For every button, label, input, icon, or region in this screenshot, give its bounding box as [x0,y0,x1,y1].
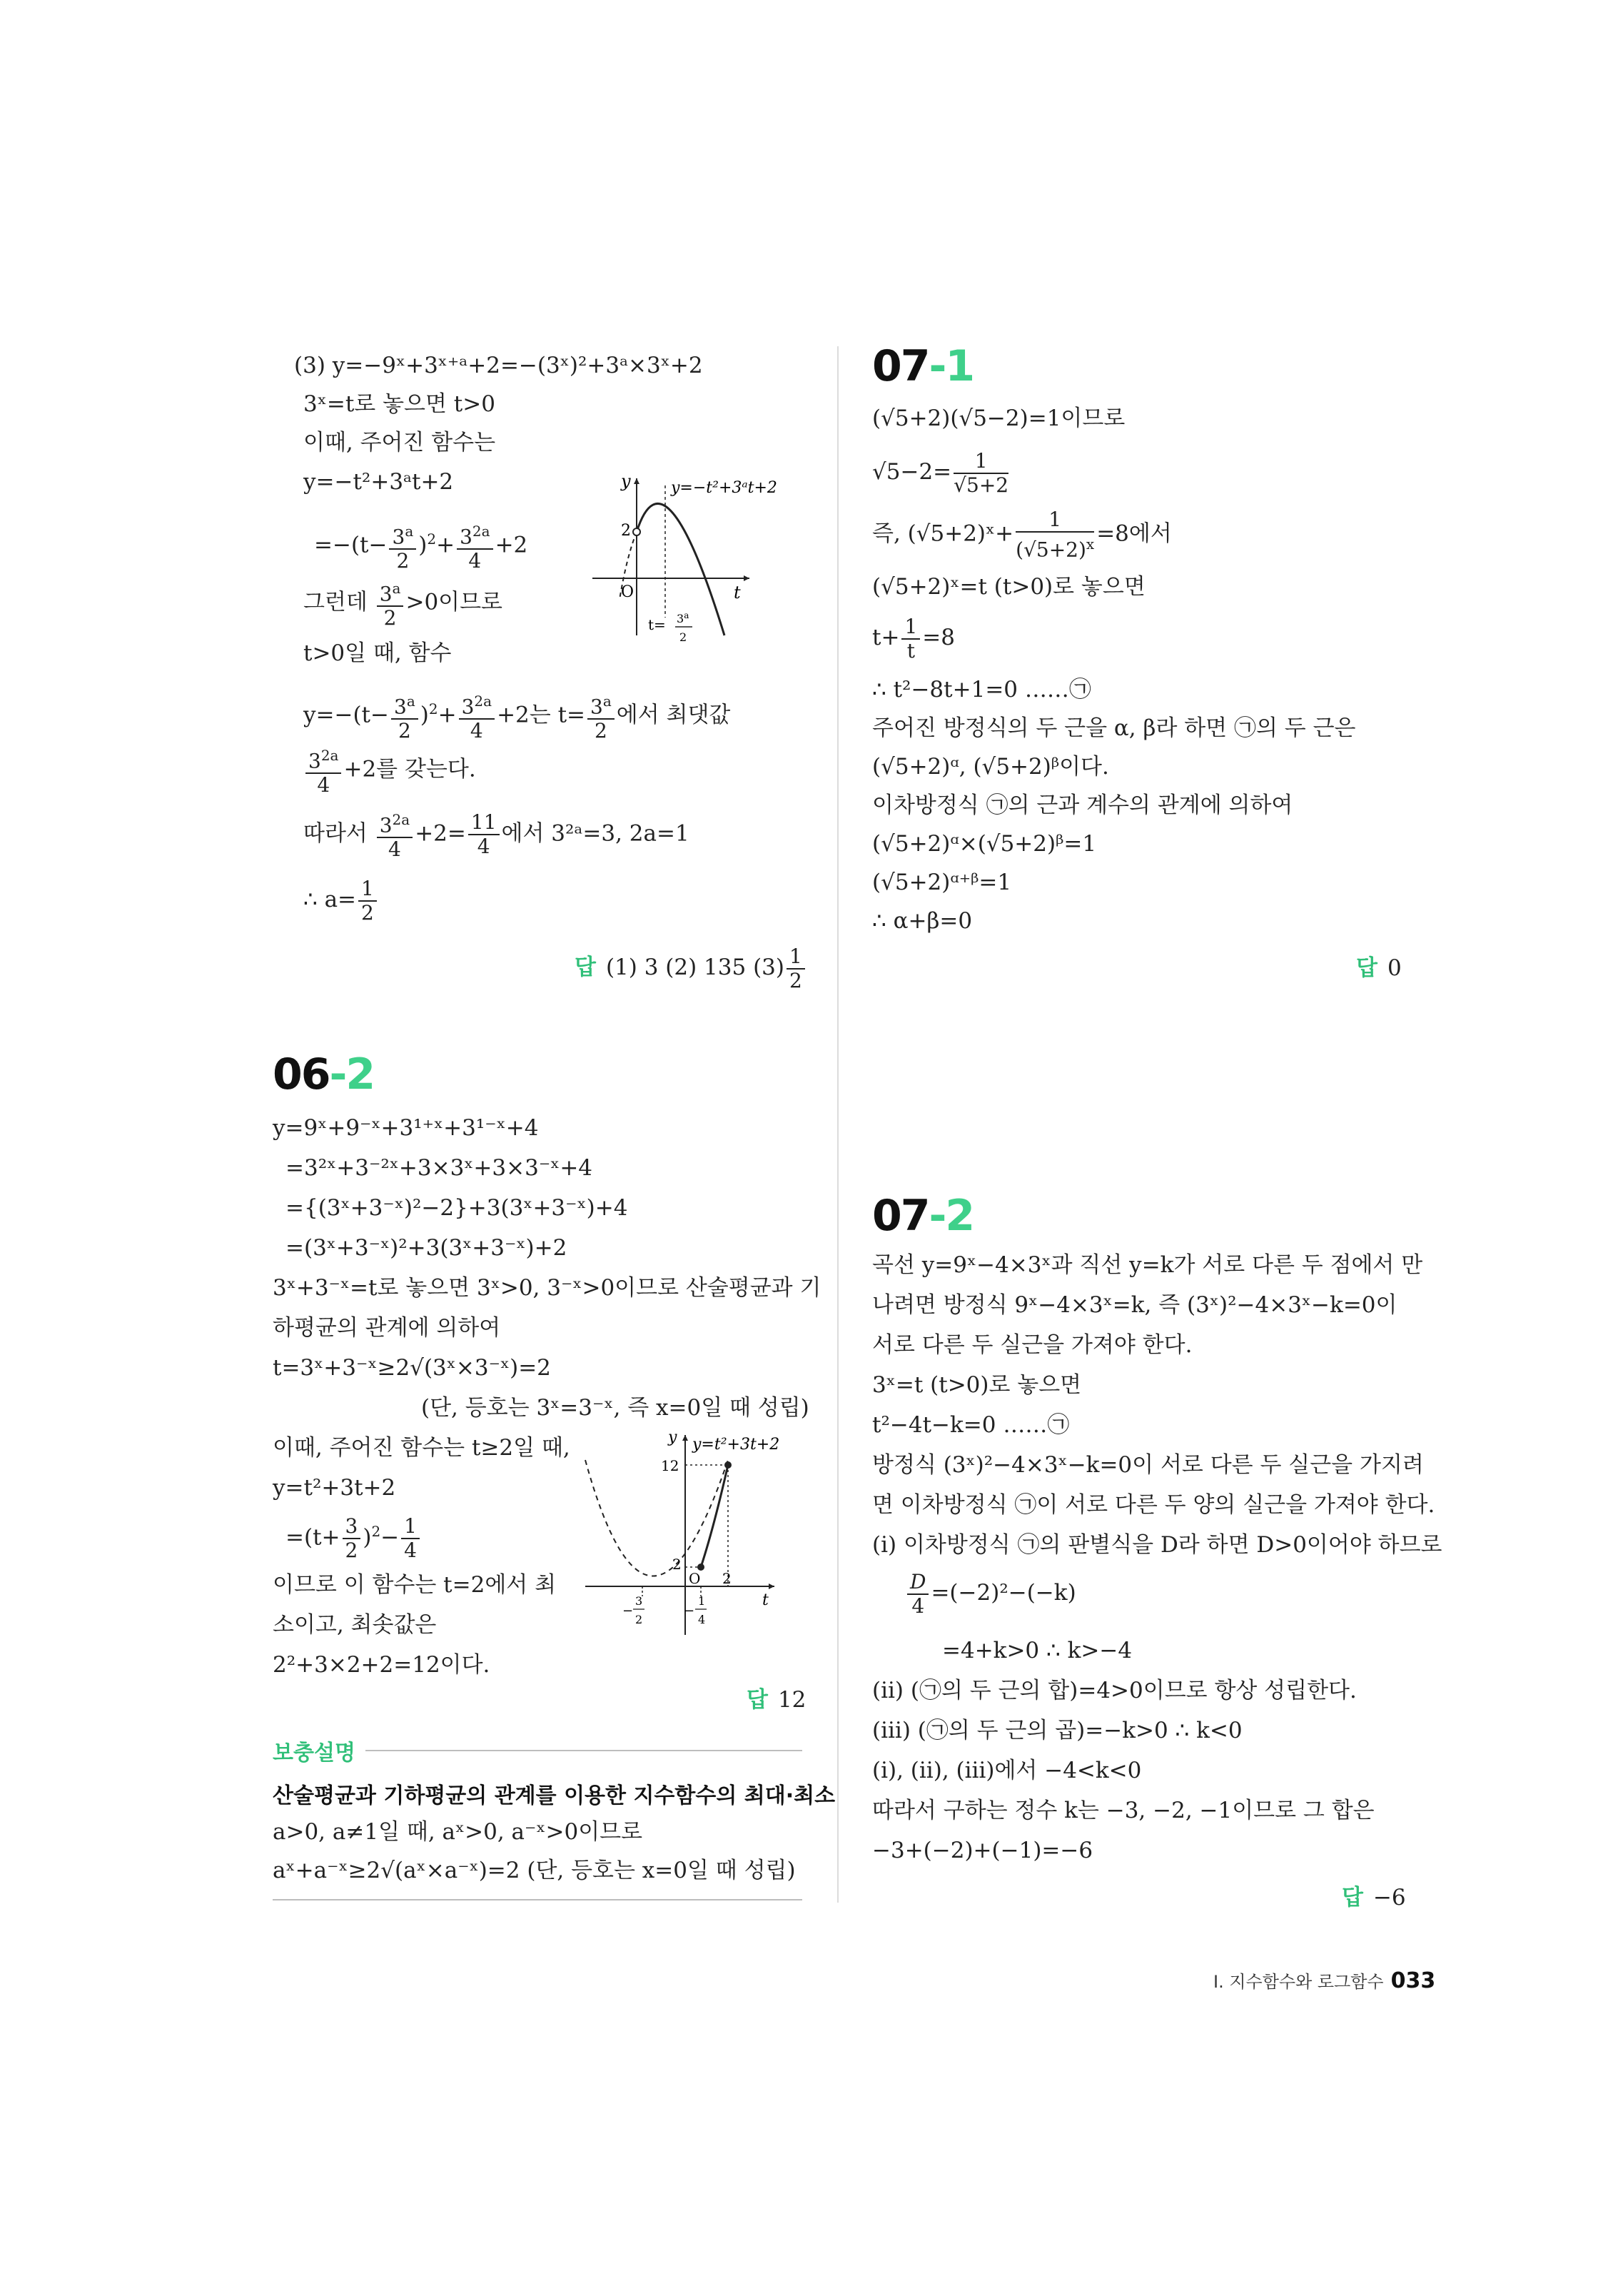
section-heading-07-2: 07-2 [872,1191,974,1241]
solution-line: t>0일 때, 함수 [303,640,452,666]
solution-line: 따라서 $\frac{3^{2a}}{4}$ +2= $\frac{11}{4}$ 에서 3²ᵃ=3, 2a=1 [303,808,689,861]
answer-label: 답 [747,1687,768,1713]
curve-label: y=t²+3t+2 [692,1436,780,1454]
solution-line: t+ $\frac{1}{t}$ =8 [872,614,955,663]
vertex-frac-den: 2 [679,630,687,644]
solution-line: (ⅲ) (㉠의 두 근의 곱)=−k>0 ∴ k<0 [872,1718,1243,1743]
solution-line: 3ˣ=t (t>0)로 놓으면 [872,1372,1082,1398]
solution-line: =(3ˣ+3⁻ˣ)²+3(3ˣ+3⁻ˣ)+2 [285,1235,567,1261]
neg-one-quarter: − [684,1603,695,1618]
solution-line: √5−2= $\frac{1}{√5+2}$ [872,448,1009,497]
solution-line: t=3ˣ+3⁻ˣ≥2√(3ˣ×3⁻ˣ)=2 [273,1355,551,1381]
solution-line: 즉, (√5+2)ˣ+ $\frac{1}{(√5+2)^x}$ =8에서 [872,508,1172,562]
vertex-form-line: =−(t− $\frac{3^a}{2}$ )$^2$+ $\frac{3^{2a}}{4}$ +2 [314,514,527,573]
y-axis-label: y [621,471,631,491]
answer-06-2: 답 12 [747,1687,807,1713]
answer-label: 답 [1342,1885,1363,1910]
note-subtitle: 산술평균과 기하평균의 관계를 이용한 지수함수의 최대·최소 [273,1783,836,1808]
solution-line: 주어진 방정식의 두 근을 α, β라 하면 ㉠의 두 근은 [872,715,1356,741]
solution-line: (3) y=−9ˣ+3ˣ⁺ᵃ+2=−(3ˣ)²+3ᵃ×3ˣ+2 [294,353,703,378]
curve-solid [701,1465,728,1567]
solution-line: (√5+2)(√5−2)=1이므로 [872,406,1126,431]
tick-12: 12 [661,1457,679,1474]
solution-line: 면 이차방정식 ㉠이 서로 다른 두 양의 실근을 가져야 한다. [872,1492,1435,1518]
solution-line: ∴ t²−8t+1=0 ……㉠ [872,677,1091,703]
curve-dashed [585,1460,728,1576]
origin-label: O [689,1570,701,1587]
tick-2y: 2 [672,1556,682,1573]
solution-line: ={(3ˣ+3⁻ˣ)²−2}+3(3ˣ+3⁻ˣ)+4 [285,1195,628,1221]
solution-line: (√5+2)ᵅ⁺ᵝ=1 [872,870,1012,895]
solution-line: ∴ a= $\frac{1}{2}$ [303,875,379,925]
section-heading-06-2: 06-2 [273,1049,375,1099]
note-line: aˣ+a⁻ˣ≥2√(aˣ×a⁻ˣ)=2 (단, 등호는 x=0일 때 성립) [273,1858,796,1883]
solution-line: 그런데 $\frac{3^a}{2}$ >0이므로 [303,577,502,630]
solution-line: ∴ α+β=0 [872,908,973,934]
solution-line: (단, 등호는 3ˣ=3⁻ˣ, 즉 x=0일 때 성립) [421,1395,809,1421]
svg-text:1: 1 [698,1594,706,1608]
svg-text:4: 4 [698,1613,706,1626]
solution-line: (ⅰ) 이차방정식 ㉠의 판별식을 D라 하면 D>0이어야 하므로 [872,1532,1442,1558]
solution-line: 소이고, 최솟값은 [273,1612,437,1638]
answer-3: 답 (1) 3 (2) 135 (3) $\frac{1}{2}$ [575,942,807,992]
neg-three-half: − [622,1603,634,1618]
solution-line: (ⅰ), (ⅱ), (ⅲ)에서 −4<k<0 [872,1758,1142,1783]
solution-line: 이차방정식 ㉠의 근과 계수의 관계에 의하여 [872,792,1293,818]
note-rule-bottom [273,1899,802,1900]
solution-line: =3²ˣ+3⁻²ˣ+3×3ˣ+3×3⁻ˣ+4 [285,1155,593,1181]
note-line: a>0, a≠1일 때, aˣ>0, a⁻ˣ>0이므로 [273,1819,643,1845]
t-axis-label: t [734,583,741,603]
answer-07-2: 답 −6 [1342,1885,1406,1910]
intercept-label: 2 [621,522,631,540]
solution-line: =4+k>0 ∴ k>−4 [942,1638,1133,1663]
note-rule-top [365,1750,802,1751]
answer-07-1: 답 0 [1356,955,1402,981]
solution-line: (√5+2)ᵅ×(√5+2)ᵝ=1 [872,831,1097,857]
t-axis-label: t [762,1591,769,1609]
solution-line: 이때, 주어진 함수는 [303,430,496,455]
solution-line: 3ˣ=t로 놓으면 t>0 [303,391,495,417]
solution-line: 방정식 (3ˣ)²−4×3ˣ−k=0이 서로 다른 두 실근을 가지려 [872,1452,1424,1478]
solution-line: (ⅱ) (㉠의 두 근의 합)=4>0이므로 항상 성립한다. [872,1678,1357,1703]
vertex-form-line: =(t+ $\frac{3}{2}$ )$^2$− $\frac{1}{4}$ [285,1506,422,1562]
graph-parabola-up [578,1428,821,1649]
note-title: 보충설명 [273,1741,355,1766]
solution-line: 이때, 주어진 함수는 t≥2일 때, [273,1435,570,1461]
vertex-frac-num: 3$^a$ [677,610,689,625]
svg-text:2: 2 [635,1613,643,1626]
answer-label: 답 [575,955,596,980]
graph-parabola-down [585,464,821,657]
solution-line: y=−(t− $\frac{3^a}{2}$ )$^2$+ $\frac{3^{2a}}{4}$ +2는 t= $\frac{3^a}{2}$ 에서 최댓값 [303,684,730,742]
solution-line: y=t²+3t+2 [273,1475,396,1501]
solution-line: 곡선 y=9ˣ−4×3ˣ과 직선 y=k가 서로 다른 두 점에서 만 [872,1252,1423,1278]
solution-line: y=−t²+3ᵃt+2 [303,469,454,495]
svg-text:3: 3 [635,1594,643,1608]
solution-line: 나려면 방정식 9ˣ−4×3ˣ=k, 즉 (3ˣ)²−4×3ˣ−k=0이 [872,1292,1397,1318]
solution-line: $\frac{3^{2a}}{4}$ +2를 갖는다. [303,744,476,797]
column-divider [837,346,839,1903]
origin-label: O [621,583,634,601]
y-axis-label: y [668,1429,677,1446]
solution-line: $\frac{D}{4}$ =(−2)²−(−k) [905,1568,1076,1618]
solution-line: (√5+2)ˣ=t (t>0)로 놓으면 [872,574,1146,600]
page-footer [1213,1968,1435,1993]
solution-line: y=9ˣ+9⁻ˣ+3¹⁺ˣ+3¹⁻ˣ+4 [273,1115,539,1141]
solution-line: 하평균의 관계에 의하여 [273,1315,501,1341]
tick-2t: 2 [722,1570,732,1587]
solution-line: −3+(−2)+(−1)=−6 [872,1838,1093,1863]
chapter-label: Ⅰ. 지수함수와 로그함수 [1213,1972,1384,1992]
solution-line: 2²+3×2+2=12이다. [273,1652,490,1678]
open-point [633,528,640,535]
solution-line: 3ˣ+3⁻ˣ=t로 놓으면 3ˣ>0, 3⁻ˣ>0이므로 산술평균과 기 [273,1275,821,1301]
solution-line: 이므로 이 함수는 t=2에서 최 [273,1572,557,1598]
section-heading-07-1: 07-1 [872,341,974,391]
solution-line: 서로 다른 두 실근을 가져야 한다. [872,1332,1193,1358]
vertex-label: t= [648,616,666,633]
answer-label: 답 [1356,955,1377,981]
page-number: 033 [1390,1968,1436,1993]
solution-line: (√5+2)ᵅ, (√5+2)ᵝ이다. [872,754,1109,780]
curve-label: y=−t²+3ᵃt+2 [671,479,777,497]
solution-line: 따라서 구하는 정수 k는 −3, −2, −1이므로 그 합은 [872,1798,1375,1823]
solution-line: t²−4t−k=0 ……㉠ [872,1412,1070,1438]
